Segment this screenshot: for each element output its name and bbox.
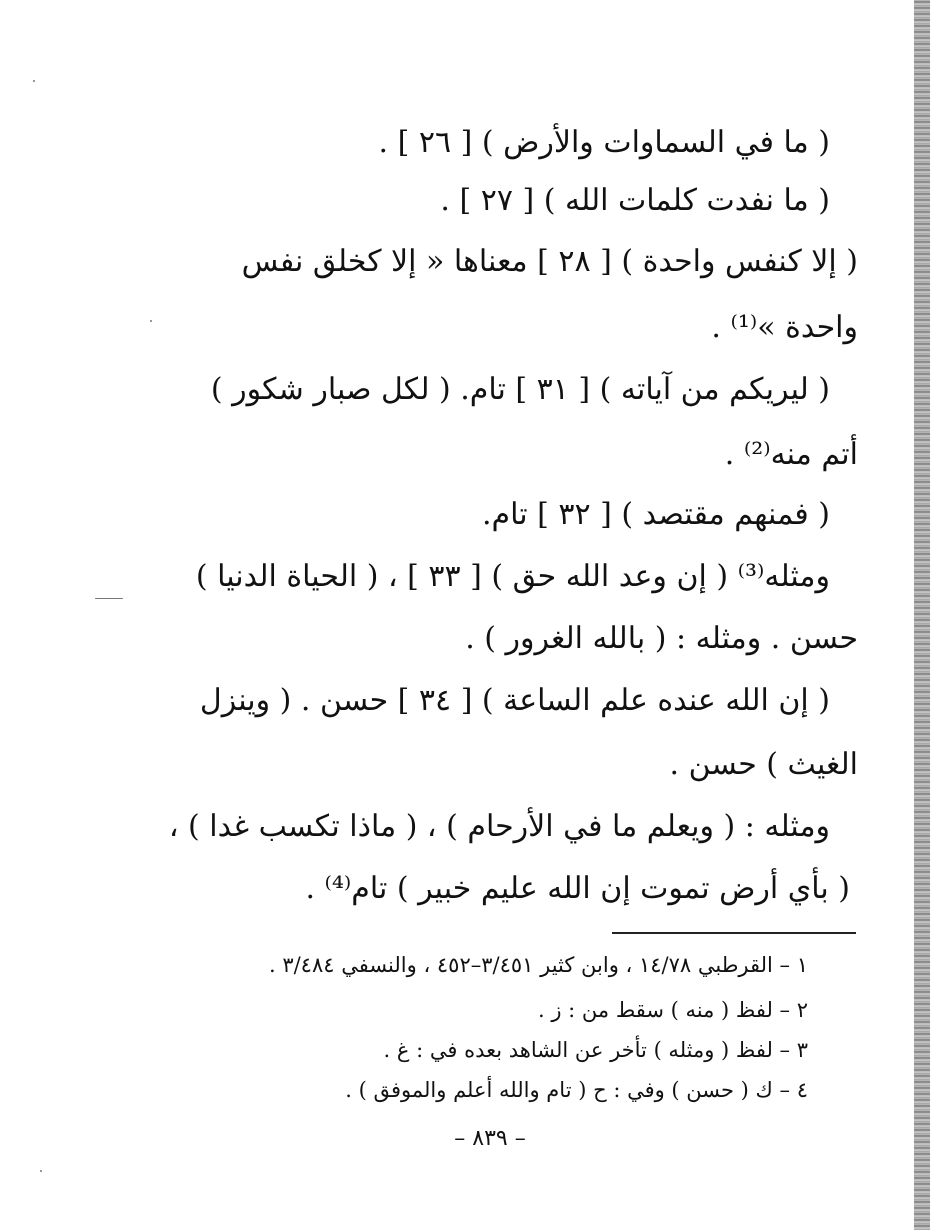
scan-speck [95, 598, 123, 599]
verse-line: ومثله : ( ويعلم ما في الأرحام ) ، ( ماذا تكسب غدا ) ، [168, 809, 830, 844]
verse-line: ( ما في السماوات والأرض ) [ ٢٦ ] . [378, 125, 830, 160]
verse-line: ( إن الله عنده علم الساعة ) [ ٣٤ ] حسن . ( وينزل [199, 683, 830, 718]
verse-line: ( ما نفدت كلمات الله ) [ ٢٧ ] . [440, 183, 830, 218]
footnote: ٤ – ك ( حسن ) وفي : ح ( تام والله أعلم والموفق ) . [345, 1078, 808, 1102]
page-number: – ٨٣٩ – [454, 1126, 526, 1151]
scan-speck [33, 80, 35, 82]
verse-line: ( إلا كنفس واحدة ) [ ٢٨ ] معناها « إلا كخلق نفس [241, 244, 858, 279]
scan-speck [150, 320, 152, 322]
footnote-separator [612, 932, 856, 934]
verse-line: ( ليريكم من آياته ) [ ٣١ ] تام. ( لكل صبار شكور ) [210, 372, 830, 407]
footnote: ١ – القرطبي ١٤/٧٨ ، وابن كثير ٣/٤٥١–٤٥٢ ، والنسفي ٣/٤٨٤ . [268, 953, 808, 977]
verse-line: ( بأي أرض تموت إن الله عليم خبير ) تام⁽⁴⁾ . [305, 871, 850, 906]
footnote: ٣ – لفظ ( ومثله ) تأخر عن الشاهد بعده في : غ . [383, 1038, 808, 1062]
verse-line: واحدة »⁽¹⁾ . [711, 310, 858, 345]
verse-line: حسن . ومثله : ( بالله الغرور ) . [465, 621, 858, 656]
scan-edge-shadow [914, 0, 930, 1230]
scan-speck [40, 1170, 42, 1172]
footnote: ٢ – لفظ ( منه ) سقط من : ز . [538, 998, 808, 1022]
verse-line: ( فمنهم مقتصد ) [ ٣٢ ] تام. [481, 497, 830, 532]
verse-line: ومثله⁽³⁾ ( إن وعد الله حق ) [ ٣٣ ] ، ( الحياة الدنيا ) [195, 559, 830, 594]
verse-line: أتم منه⁽²⁾ . [724, 437, 858, 472]
verse-line: الغيث ) حسن . [669, 747, 858, 782]
